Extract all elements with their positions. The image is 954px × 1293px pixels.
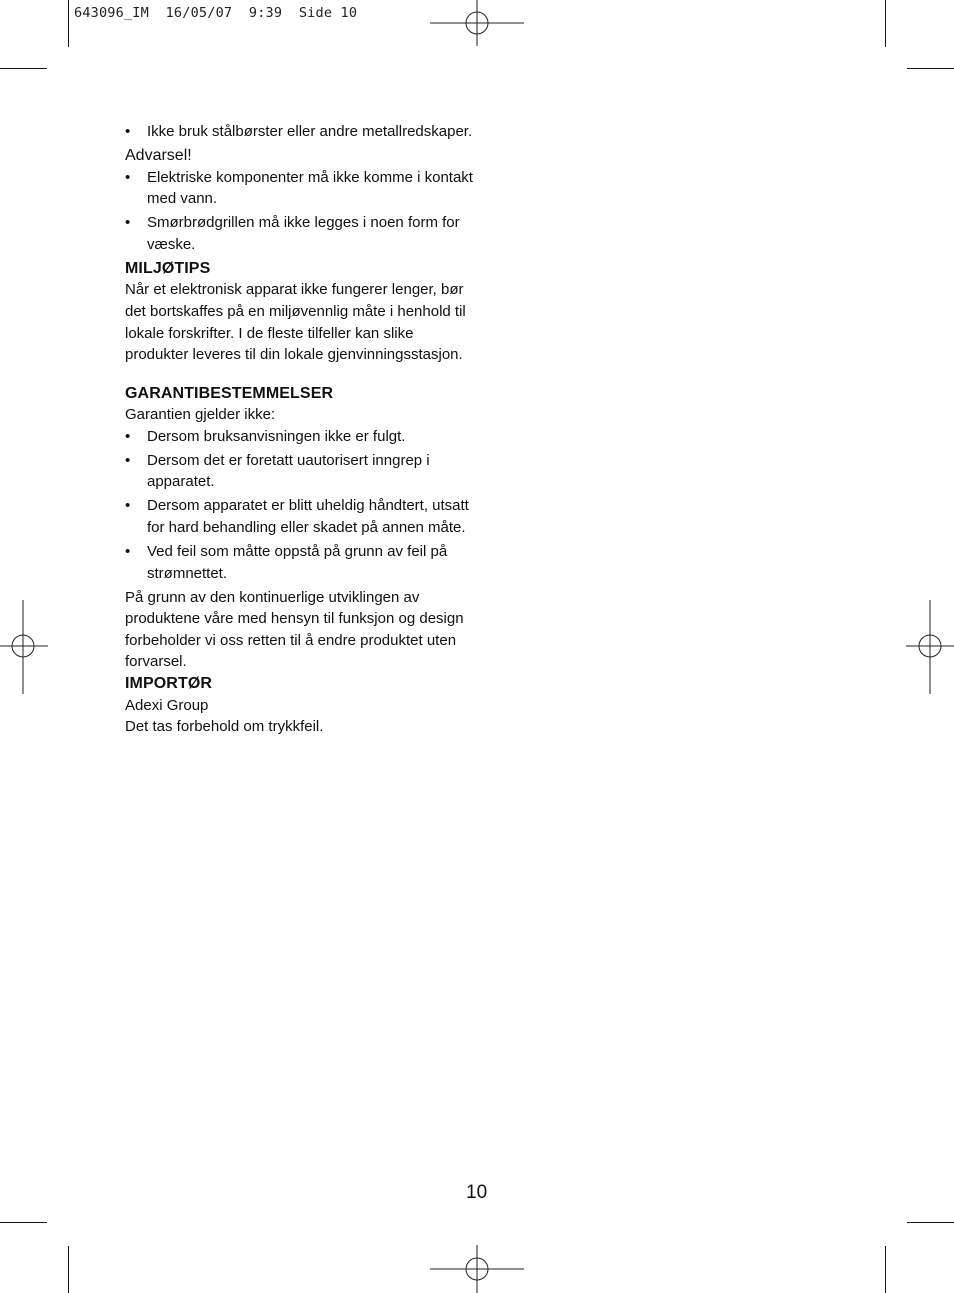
importer-name: Adexi Group — [125, 696, 209, 714]
crop-mark-bottom-right-vertical — [885, 1246, 886, 1293]
printer-slug: 643096_IM 16/05/07 9:39 Side 10 — [74, 5, 358, 21]
list-item: • Ved feil som måtte oppstå på grunn av feil på strømnettet. — [125, 541, 475, 584]
registration-mark-bottom — [430, 1245, 524, 1293]
crop-mark-bottom-right-horizontal — [907, 1222, 954, 1223]
crop-mark-bottom-left-horizontal — [0, 1222, 47, 1223]
warning-heading: Advarsel! — [125, 146, 192, 164]
registration-mark-left — [0, 600, 48, 694]
environment-heading: MILJØTIPS — [125, 259, 211, 277]
crop-mark-top-right-horizontal — [907, 68, 954, 69]
crop-mark-top-left-vertical — [68, 0, 69, 47]
care-bullet-list — [125, 121, 475, 143]
crop-mark-top-right-vertical — [885, 0, 886, 47]
crop-mark-bottom-left-vertical — [68, 1246, 69, 1293]
list-item: • Elektriske komponenter må ikke komme i kontakt med vann. — [125, 167, 475, 210]
registration-mark-top — [430, 0, 524, 48]
warranty-note: På grunn av den kontinuerlige utviklingen av produktene våre med hensyn til funksjon og design forbeholder vi oss retten til å endre produktet uten forvarsel. — [125, 588, 464, 671]
manual-text-column — [125, 121, 475, 738]
environment-paragraph: Når et elektronisk apparat ikke fungerer lenger, bør det bortskaffes på en miljøvennlig måte i henhold til lokale forskrifter. I de fleste tilfeller kan slike produkter leveres til din lokale gjenvinningsstasjon. — [125, 281, 466, 364]
warranty-intro: Garantien gjelder ikke: — [125, 406, 276, 424]
list-item: • Dersom det er foretatt uautorisert inngrep i apparatet. — [125, 450, 475, 493]
page-number: 10 — [466, 1182, 488, 1203]
registration-mark-right — [906, 600, 954, 694]
list-item: • Dersom apparatet er blitt uheldig håndtert, utsatt for hard behandling eller skadet på annen måte. — [125, 495, 475, 538]
warranty-heading: GARANTIBESTEMMELSER — [125, 384, 334, 402]
warranty-bullet-list — [125, 426, 475, 584]
warning-bullet-list — [125, 167, 475, 256]
list-item: • Ikke bruk stålbørster eller andre metallredskaper. — [125, 121, 475, 143]
print-disclaimer: Det tas forbehold om trykkfeil. — [125, 718, 324, 736]
list-item: • Dersom bruksanvisningen ikke er fulgt. — [125, 426, 475, 448]
importer-heading: IMPORTØR — [125, 674, 213, 692]
crop-mark-top-left-horizontal — [0, 68, 47, 69]
list-item: • Smørbrødgrillen må ikke legges i noen form for væske. — [125, 212, 475, 255]
